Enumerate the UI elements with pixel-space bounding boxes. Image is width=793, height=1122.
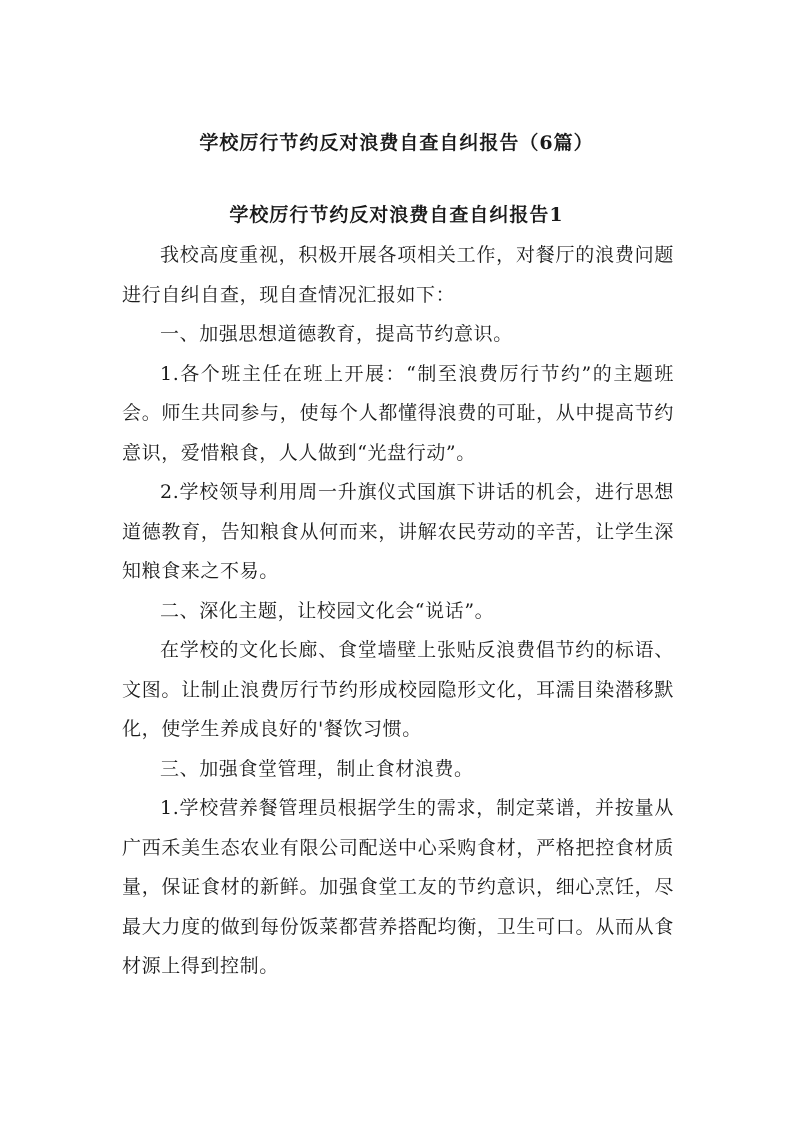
- paragraph: 我校高度重视，积极开展各项相关工作，对餐厅的浪费问题进行自纠自查，现自查情况汇报如下：: [122, 244, 674, 306]
- paragraph: 2.学校领导利用周一升旗仪式国旗下讲话的机会，进行思想道德教育，告知粮食从何而来，讲解农民劳动的辛苦，让学生深知粮食来之不易。: [122, 481, 674, 582]
- paragraph: 在学校的文化长廊、食堂墙壁上张贴反浪费倡节约的标语、文图。让制止浪费厉行节约形成校园隐形文化，耳濡目染潜移默化，使学生养成良好的'餐饮习惯。: [122, 639, 674, 740]
- section-heading: 一、加强思想道德教育，提高节约意识。: [160, 323, 513, 345]
- document-title: 学校厉行节约反对浪费自查自纠报告（6篇）: [199, 132, 594, 154]
- paragraph: 1.学校营养餐管理员根据学生的需求，制定菜谱，并按量从广西禾美生态农业有限公司配送中心采购食材，严格把控食材质量，保证食材的新鲜。加强食堂工友的节约意识，细心烹饪，尽最大力度的做到每份饭菜都营养搭配均衡，卫生可口。从而从食材源上得到控制。: [122, 797, 674, 977]
- section-title: 学校厉行节约反对浪费自查自纠报告1: [229, 204, 564, 226]
- paragraph: 1.各个班主任在班上开展：“制至浪费厉行节约”的主题班会。师生共同参与，使每个人都懂得浪费的可耻，从中提高节约意识，爱惜粮食，人人做到“光盘行动”。: [122, 362, 674, 464]
- section-heading: 三、加强食堂管理，制止食材浪费。: [160, 757, 474, 780]
- section-heading: 二、深化主题，让校园文化会“说话”。: [160, 599, 495, 622]
- document-body: [122, 236, 674, 987]
